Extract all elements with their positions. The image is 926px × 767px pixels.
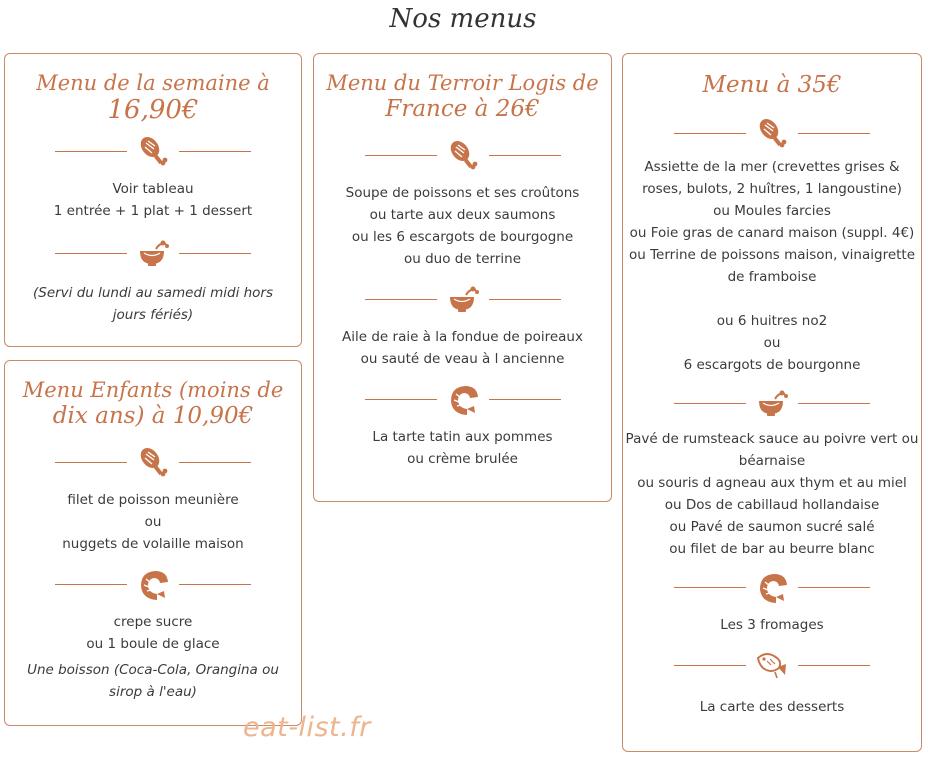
menu-35-plat [623,428,921,560]
separator [623,386,921,420]
menu-enfants-plat [5,489,301,555]
menu-semaine-title-line1: Menu de la semaine à [36,71,270,95]
menu-card-35 [622,53,922,752]
page-title: Nos menus [389,4,537,34]
menu-35-dessert [623,696,921,718]
text-line: ou Foie gras de canard maison (suppl. 4€) [629,225,915,241]
text-line: Soupe de poissons et ses croûtons [345,185,580,201]
text-line [623,288,921,310]
text-line: filet de poisson meunière [67,492,239,508]
text-line: de framboise [727,269,817,285]
separator [623,570,921,604]
menu-card-terroir [313,53,612,502]
separator [314,138,611,172]
text-line: ou 6 huitres no2 [716,313,828,329]
text-line: ou crème brulée [407,451,518,467]
text-line: La tarte tatin aux pommes [372,429,553,445]
text-line: La carte des desserts [699,699,845,715]
separator [314,282,611,316]
menu-terroir-title [314,70,611,122]
text-line: ou tarte aux deux saumons [369,207,556,223]
separator [314,382,611,416]
menu-terroir-title-line1: Menu du Terroir Logis de [326,71,599,95]
bowl-icon [136,236,170,270]
menu-enfants-note: Une boisson (Coca-Cola, Orangina ou sirop à l'eau) [27,662,279,700]
menu-35-title: Menu à 35€ [702,72,842,98]
text-line: ou souris d agneau aux thym et au miel [637,475,907,491]
drumstick-icon [136,134,170,168]
menu-terroir-plat [314,326,611,370]
text-line: ou Terrine de poissons maison, vinaigrette [628,247,916,263]
text-line: Assiette de la mer (crevettes grises & [644,159,900,175]
menu-terroir-dessert [314,426,611,470]
separator [623,648,921,682]
text-line: Les 3 fromages [720,617,824,633]
separator [5,567,301,601]
text-line: ou Pavé de saumon sucré salé [669,519,875,535]
text-line: Pavé de rumsteack sauce au poivre vert ou [625,431,919,447]
menu-card-semaine [4,53,302,347]
menu-semaine-title [5,70,301,124]
separator [623,116,921,150]
text-line: béarnaise [738,453,806,469]
menu-35-entree [623,156,921,376]
text-line: ou duo de terrine [403,251,522,267]
text-line: ou Moules farcies [713,203,831,219]
menu-terroir-entree [314,182,611,270]
text-line: ou sauté de veau à l ancienne [360,351,565,367]
menu-35-fromage [623,614,921,636]
text-line: 6 escargots de bourgonne [683,357,861,373]
drumstick-icon [446,138,480,172]
text-line: 1 entrée + 1 plat + 1 dessert [53,203,253,219]
text-line: ou [144,514,162,530]
menu-enfants-dessert [5,611,301,655]
menu-semaine-lines [5,178,301,222]
menu-semaine-note: (Servi du lundi au samedi midi hors jours fériés) [32,285,274,323]
text-line: Aile de raie à la fondue de poireaux [342,329,583,345]
text-line: ou Dos de cabillaud hollandaise [664,497,880,513]
text-line: nuggets de volaille maison [62,536,244,552]
menu-enfants-title-line2: dix ans) à 10,90€ [52,403,254,429]
text-line: crepe sucre [113,614,193,630]
bowl-icon [446,282,480,316]
menu-enfants-title-line1: Menu Enfants (moins de [22,378,284,402]
shrimp-icon [755,570,789,604]
watermark: eat-list.fr [243,712,371,743]
text-line: Voir tableau [112,181,194,197]
menu-terroir-title-line2: France à 26€ [385,96,540,122]
separator [5,236,301,270]
separator [5,445,301,479]
bowl-icon [755,386,789,420]
text-line: roses, bulots, 2 huîtres, 1 langoustine) [642,181,902,197]
menu-enfants-title [5,377,301,429]
separator [5,134,301,168]
text-line: ou les 6 escargots de bourgogne [351,229,574,245]
shrimp-icon [136,567,170,601]
menu-card-enfants [4,360,302,726]
shrimp-icon [446,382,480,416]
text-line: ou filet de bar au beurre blanc [669,541,875,557]
drumstick-icon [755,116,789,150]
menu-semaine-price: 16,90€ [107,95,199,125]
text-line: ou [763,335,781,351]
text-line: ou 1 boule de glace [86,636,220,652]
drumstick-icon [136,445,170,479]
fish-icon [755,648,789,682]
